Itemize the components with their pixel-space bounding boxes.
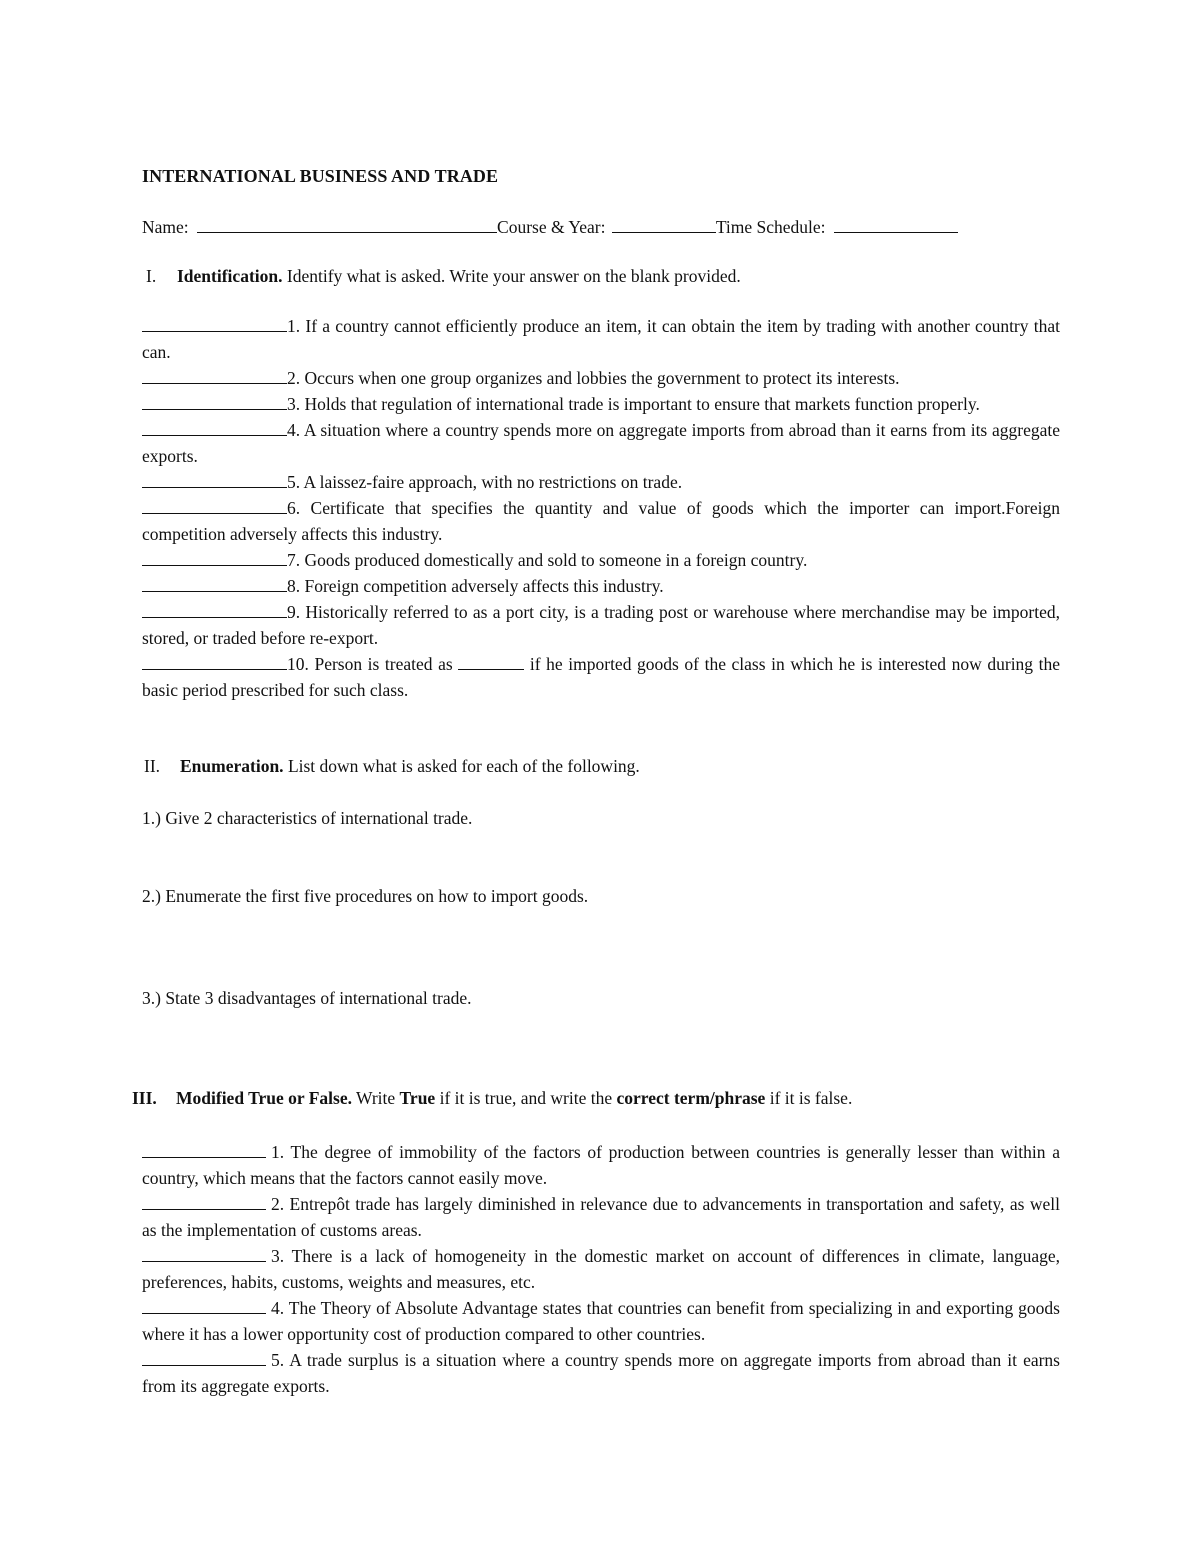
list-item: 4. A situation where a country spends more on aggregate imports from abroad than it earns from its aggregate exports. <box>142 420 1060 466</box>
answer-blank[interactable] <box>142 393 287 410</box>
enumeration-item: 3.) State 3 disadvantages of international trade. <box>142 988 472 1008</box>
course-label: Course & Year: <box>497 217 606 237</box>
list-item: 8. Foreign competition adversely affects this industry. <box>142 573 1060 599</box>
enumeration-item: 1.) Give 2 characteristics of international trade. <box>142 808 473 828</box>
list-item: 2. Entrepôt trade has largely diminished in relevance due to advancements in transportation and safety, as well as the implementation of customs areas. <box>142 1194 1060 1240</box>
answer-blank[interactable] <box>142 1193 266 1210</box>
answer-blank[interactable] <box>142 575 287 592</box>
list-item: 3. Holds that regulation of international trade is important to ensure that markets function properly. <box>142 391 1060 417</box>
true-false-items <box>142 1139 1060 1399</box>
answer-blank[interactable] <box>142 315 287 332</box>
list-item: 5. A trade surplus is a situation where a country spends more on aggregate imports from abroad than it earns from its aggregate exports. <box>142 1350 1060 1396</box>
answer-blank[interactable] <box>142 1297 266 1314</box>
identification-items <box>142 313 1060 703</box>
answer-blank[interactable] <box>142 1245 266 1262</box>
answer-blank[interactable] <box>142 601 287 618</box>
section-enumeration-heading: II. Enumeration. List down what is asked for each of the following. <box>144 756 640 776</box>
answer-blank[interactable] <box>142 1349 266 1366</box>
answer-blank[interactable] <box>142 419 287 436</box>
time-blank[interactable] <box>834 216 958 233</box>
list-item: 1. The degree of immobility of the factors of production between countries is generally lesser than within a country, which means that the factors cannot easily move. <box>142 1142 1060 1188</box>
section-identification-heading: I. Identification. Identify what is asked. Write your answer on the blank provided. <box>146 266 741 286</box>
answer-blank[interactable] <box>142 471 287 488</box>
section-true-false-heading: III. Modified True or False. Write True if it is true, and write the correct term/phrase if it is false. <box>132 1088 853 1108</box>
answer-blank[interactable] <box>142 497 287 514</box>
document-title: INTERNATIONAL BUSINESS AND TRADE <box>142 166 499 186</box>
course-blank[interactable] <box>612 216 716 233</box>
answer-blank[interactable] <box>142 653 287 670</box>
list-item: 7. Goods produced domestically and sold to someone in a foreign country. <box>142 547 1060 573</box>
list-item: 6. Certificate that specifies the quantity and value of goods which the importer can import.Foreign competition adversely affects this industry. <box>142 498 1060 544</box>
student-info-line <box>142 216 958 238</box>
list-item: 9. Historically referred to as a port city, is a trading post or warehouse where merchandise may be imported, stored, or traded before re-export. <box>142 602 1060 648</box>
list-item: 5. A laissez-faire approach, with no restrictions on trade. <box>142 469 1060 495</box>
answer-blank[interactable] <box>142 1141 266 1158</box>
answer-blank[interactable] <box>142 549 287 566</box>
list-item: 10. Person is treated as if he imported goods of the class in which he is interested now during the basic period prescribed for such class. <box>142 654 1061 700</box>
answer-blank[interactable] <box>142 367 287 384</box>
list-item: 2. Occurs when one group organizes and lobbies the government to protect its interests. <box>142 365 1060 391</box>
list-item: 4. The Theory of Absolute Advantage states that countries can benefit from specializing in and exporting goods where it has a lower opportunity cost of production compared to other countries. <box>142 1298 1060 1344</box>
name-label: Name: <box>142 217 189 237</box>
enumeration-item: 2.) Enumerate the first five procedures on how to import goods. <box>142 886 589 906</box>
time-label: Time Schedule: <box>715 217 826 237</box>
inline-blank[interactable] <box>458 653 524 670</box>
list-item: 3. There is a lack of homogeneity in the domestic market on account of differences in climate, language, preferences, habits, customs, weights and measures, etc. <box>142 1246 1060 1292</box>
name-blank[interactable] <box>197 216 497 233</box>
list-item: 1. If a country cannot efficiently produce an item, it can obtain the item by trading with another country that can. <box>142 316 1060 362</box>
